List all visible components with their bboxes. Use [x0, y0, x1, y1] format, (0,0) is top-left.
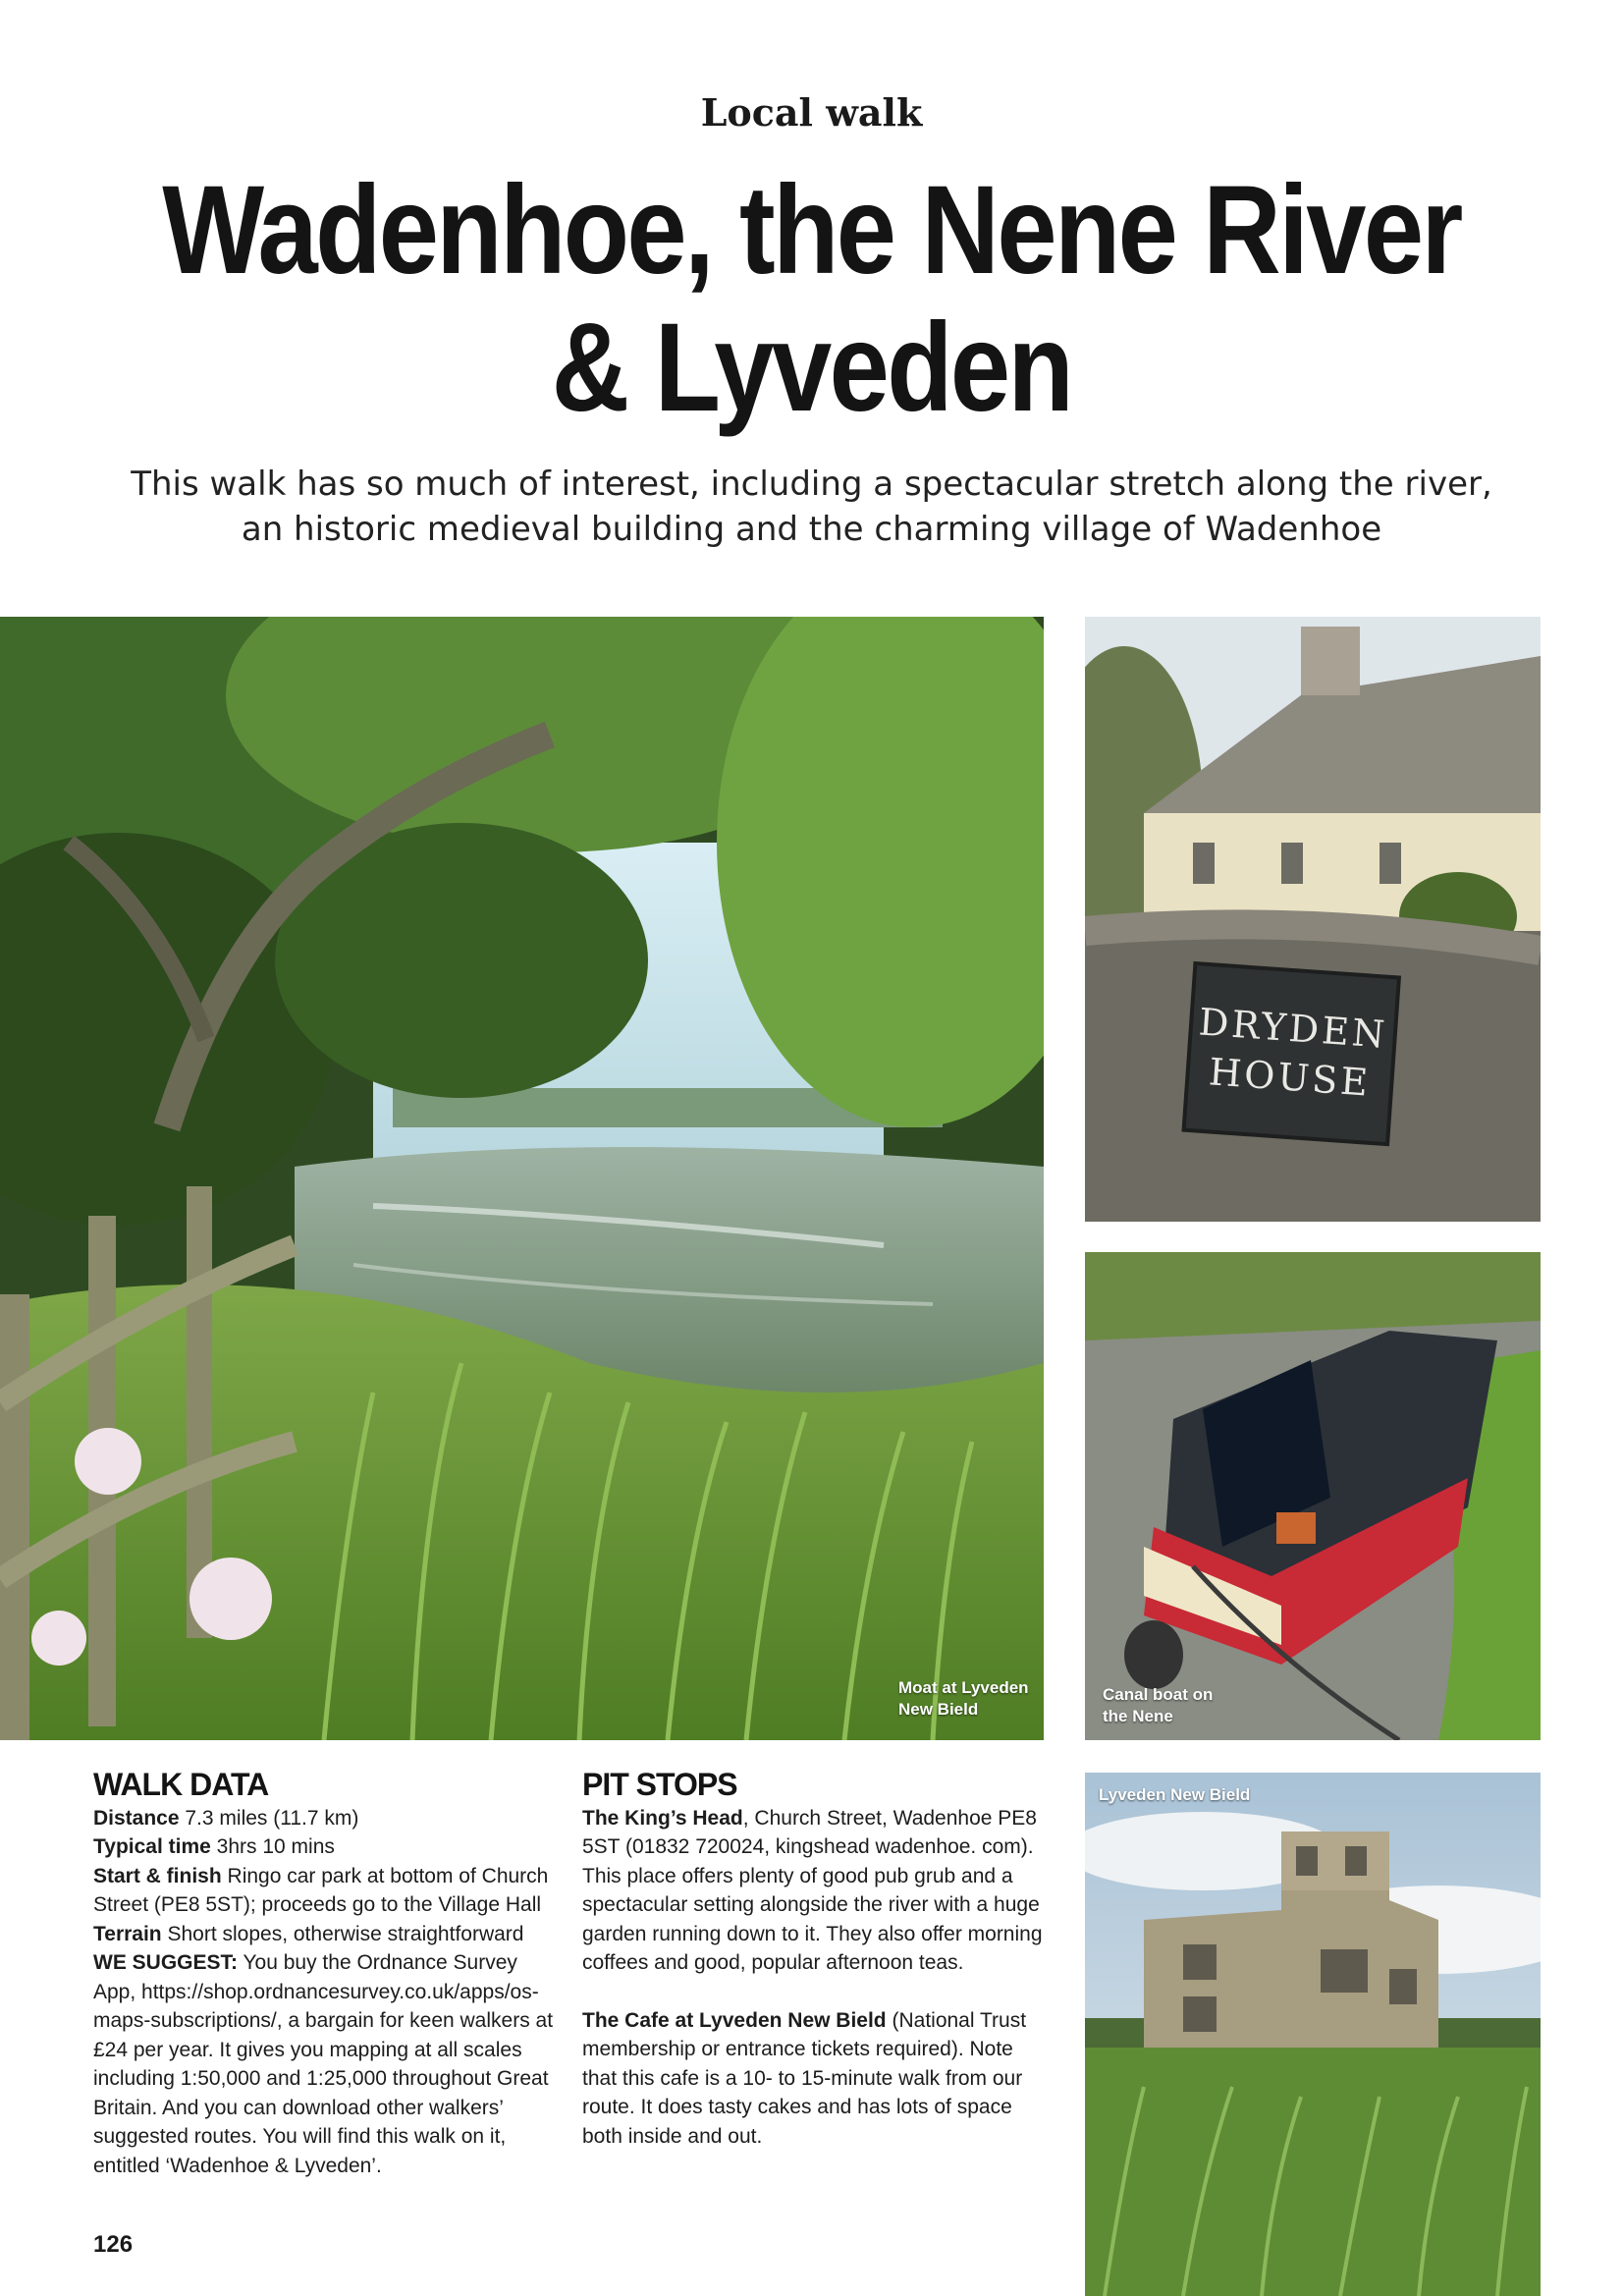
start-row [93, 1862, 560, 1920]
suggest-row [93, 1948, 560, 2180]
start-value: Ringo car park at bottom of Church Street (PE8 5ST); proceeds go to the Village Hall [93, 1864, 549, 1916]
pit-stop-1-text: , Church Street, Wadenhoe PE8 5ST (01832 720024, kingshead wadenhoe. com). This place offers plenty of good pub grub and a spectacular setting alongside the river with a huge garden running down to it. They also offer morning coffees and good, popular afternoon teas. [582, 1806, 1043, 1974]
standfirst-line-2: an historic medieval building and the charming village of Wadenhoe [241, 510, 1382, 549]
suggest-value: You buy the Ordnance Survey App, https://shop.ordnancesurvey.co.uk/apps/os-maps-subscriptions/, a bargain for keen walkers at £24 per year. It gives you mapping at all scales including 1:50,000 and 1:25,000 throughout Great Britain. And you can download other walkers’ suggested routes. You will find this walk on it, entitled ‘Wadenhoe & Lyveden’. [93, 1951, 554, 2177]
canal-caption-line-1: Canal boat on [1103, 1685, 1214, 1704]
suggest-label: WE SUGGEST: [93, 1951, 239, 1974]
time-value: 3hrs 10 mins [210, 1835, 335, 1858]
walk-data-heading: WALK DATA [93, 1767, 269, 1802]
pit-stop-2 [582, 2006, 1049, 2152]
terrain-row [93, 1920, 560, 1949]
moat-caption-line-1: Moat at Lyveden [898, 1678, 1029, 1697]
terrain-value: Short slopes, otherwise straightforward [161, 1922, 524, 1945]
start-label: Start & finish [93, 1864, 222, 1887]
title-line-2: & Lyveden [551, 298, 1072, 438]
standfirst-line-1: This walk has so much of interest, including a spectacular stretch along the river, [131, 465, 1492, 504]
time-label: Typical time [93, 1835, 211, 1858]
canal-boat-photo [1085, 1252, 1541, 1740]
title-line-1: Wadenhoe, the Nene River [162, 160, 1461, 301]
page-title [114, 162, 1510, 437]
time-row [93, 1832, 560, 1862]
dryden-house-photo [1085, 617, 1541, 1222]
pit-stop-2-name: The Cafe at Lyveden New Bield [582, 2008, 887, 2032]
walk-data-section [93, 1767, 560, 2180]
moat-caption-line-2: New Bield [898, 1700, 979, 1719]
moat-photo [0, 617, 1044, 1740]
distance-label: Distance [93, 1806, 180, 1830]
pit-stop-2-text: (National Trust membership or entrance tickets required). Note that this cafe is a 10- to 15-minute walk from our route. It does tasty cakes and has lots of space both inside and out. [582, 2008, 1027, 2148]
canal-caption-line-2: the Nene [1103, 1707, 1173, 1725]
pit-stops-heading: PIT STOPS [582, 1767, 737, 1802]
section-kicker: Local walk [700, 90, 923, 135]
sign-line-2: HOUSE [1207, 1050, 1373, 1105]
standfirst [0, 462, 1623, 552]
lyveden-new-bield-photo [1085, 1773, 1541, 2296]
canal-caption [1103, 1684, 1213, 1727]
distance-value: 7.3 miles (11.7 km) [179, 1806, 359, 1830]
distance-row [93, 1804, 560, 1833]
pit-stop-1 [582, 1804, 1049, 1978]
moat-caption [898, 1677, 1029, 1721]
pit-stop-1-name: The King’s Head [582, 1806, 743, 1830]
terrain-label: Terrain [93, 1922, 162, 1945]
pit-stops-section [582, 1767, 1049, 2151]
page-number: 126 [93, 2231, 134, 2258]
sign-line-1: DRYDEN [1197, 1000, 1389, 1057]
bield-caption: Lyveden New Bield [1099, 1785, 1251, 1804]
